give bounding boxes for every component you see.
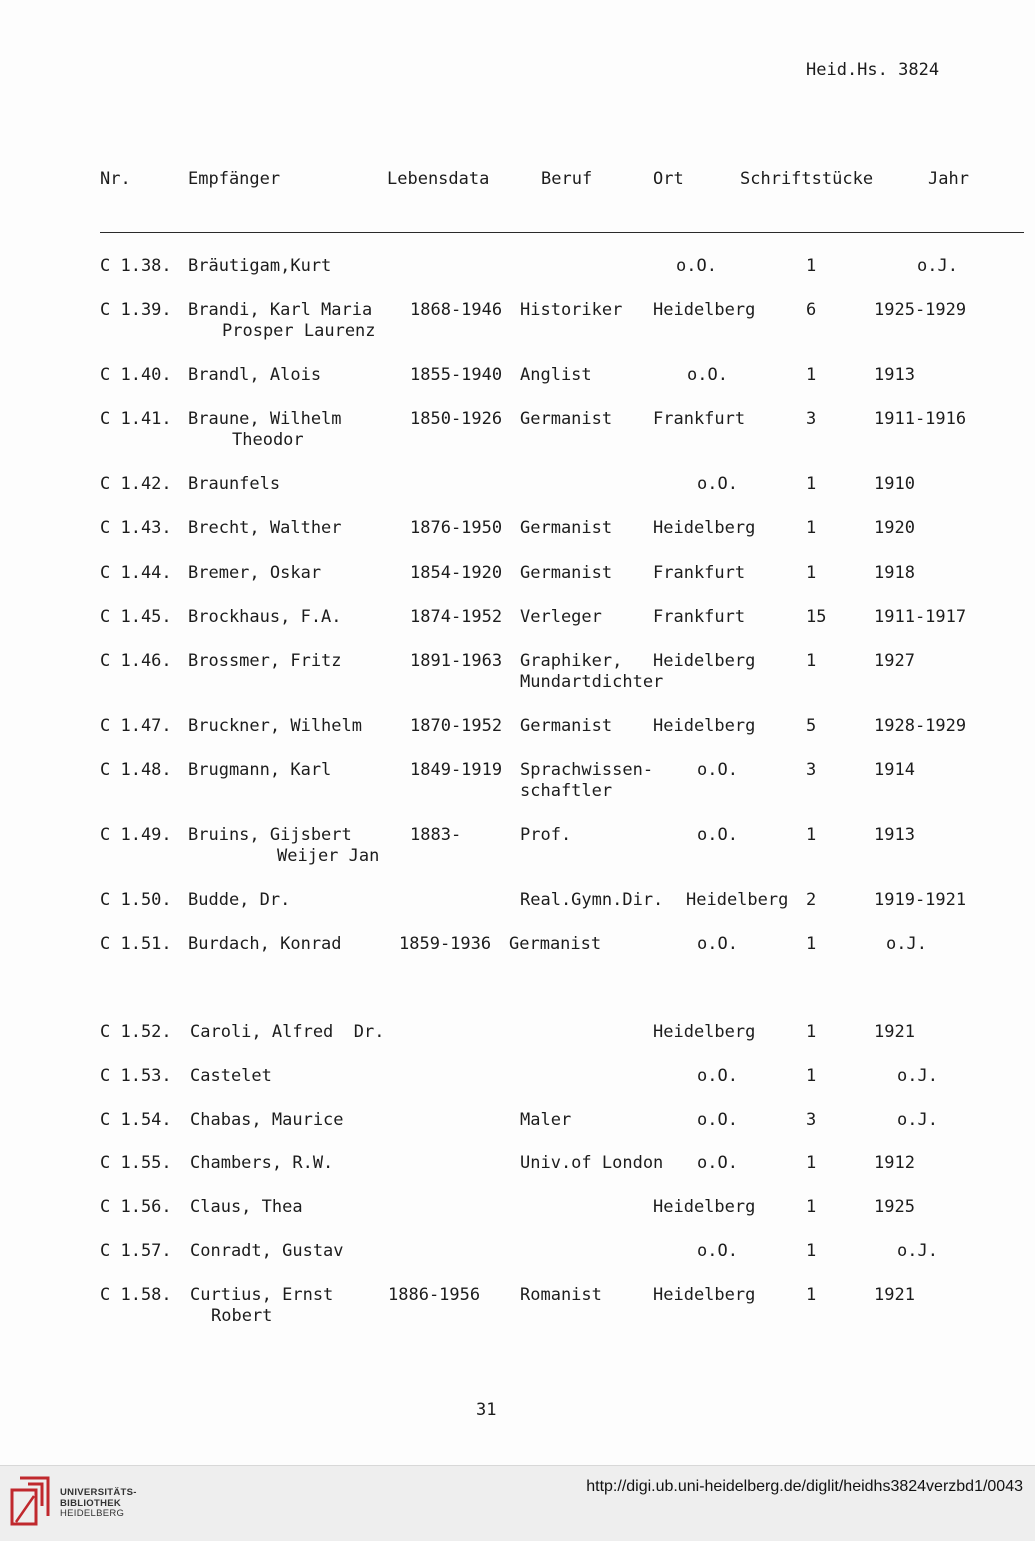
life-dates: 1849-1919 (410, 760, 503, 780)
header-nr: Nr. (100, 169, 131, 189)
list-item (0, 299, 1035, 343)
entry-number: C 1.45. (100, 607, 172, 627)
year: 1920 (874, 518, 915, 538)
place: Frankfurt (653, 563, 746, 583)
document-count: 1 (806, 474, 817, 494)
place: o.O. (676, 256, 717, 276)
year: 1921 (874, 1022, 915, 1042)
year: o.J. (917, 256, 958, 276)
recipient-name: Brecht, Walther (188, 518, 342, 538)
year: 1921 (874, 1285, 915, 1305)
list-item (0, 933, 1035, 977)
entry-number: C 1.38. (100, 256, 172, 276)
recipient-name: Budde, Dr. (188, 890, 291, 910)
ub-heidelberg-logo-icon (10, 1476, 52, 1528)
list-item (0, 517, 1035, 561)
place: Heidelberg (653, 716, 756, 736)
document-count: 15 (806, 607, 827, 627)
header-jahr: Jahr (928, 169, 969, 189)
recipient-name-continued: Weijer Jan (277, 846, 380, 866)
list-item (0, 759, 1035, 803)
recipient-name-continued: Robert (211, 1306, 273, 1326)
profession: Anglist (520, 365, 592, 385)
place: Heidelberg (653, 1022, 756, 1042)
profession-continued: schaftler (520, 781, 613, 801)
recipient-name: Caroli, Alfred Dr. (190, 1022, 385, 1042)
list-item (0, 408, 1035, 452)
entry-number: C 1.47. (100, 716, 172, 736)
year: 1910 (874, 474, 915, 494)
entry-number: C 1.40. (100, 365, 172, 385)
library-line-1: UNIVERSITÄTS- (60, 1487, 137, 1498)
profession: Graphiker, (520, 651, 623, 671)
recipient-name-continued: Prosper Laurenz (222, 321, 376, 341)
life-dates: 1859-1936 (399, 934, 492, 954)
place: o.O. (687, 365, 728, 385)
document-count: 1 (806, 365, 817, 385)
place: Frankfurt (653, 607, 746, 627)
entry-number: C 1.46. (100, 651, 172, 671)
list-item (0, 364, 1035, 408)
document-count: 1 (806, 1066, 817, 1086)
header-empfaenger: Empfänger (188, 169, 281, 189)
year: o.J. (897, 1066, 938, 1086)
document-count: 1 (806, 651, 817, 671)
entry-number: C 1.51. (100, 934, 172, 954)
recipient-name: Braune, Wilhelm (188, 409, 342, 429)
profession: Germanist (520, 518, 613, 538)
year: 1912 (874, 1153, 915, 1173)
library-name (60, 1488, 137, 1520)
year: 1928-1929 (874, 716, 967, 736)
profession: Verleger (520, 607, 602, 627)
recipient-name: Brandl, Alois (188, 365, 322, 385)
place: Heidelberg (653, 300, 756, 320)
document-count: 1 (806, 934, 817, 954)
profession: Univ.of London (520, 1153, 664, 1173)
recipient-name: Brossmer, Fritz (188, 651, 342, 671)
profession: Maler (520, 1110, 572, 1130)
library-line-3: HEIDELBERG (60, 1508, 125, 1519)
document-count: 1 (806, 518, 817, 538)
entry-number: C 1.53. (100, 1066, 172, 1086)
recipient-name: Chambers, R.W. (190, 1153, 334, 1173)
entry-number: C 1.44. (100, 563, 172, 583)
year: 1927 (874, 651, 915, 671)
recipient-name: Burdach, Konrad (188, 934, 342, 954)
header-schriftstuecke: Schriftstücke (740, 169, 874, 189)
document-count: 3 (806, 760, 817, 780)
recipient-name: Claus, Thea (190, 1197, 303, 1217)
list-item (0, 1152, 1035, 1196)
list-item (0, 606, 1035, 650)
place: o.O. (697, 1241, 738, 1261)
list-item (0, 473, 1035, 517)
recipient-name: Brandi, Karl Maria (188, 300, 373, 320)
profession: Romanist (520, 1285, 602, 1305)
document-count: 1 (806, 825, 817, 845)
entry-number: C 1.42. (100, 474, 172, 494)
list-item (0, 1021, 1035, 1065)
profession: Prof. (520, 825, 572, 845)
recipient-name: Braunfels (188, 474, 281, 494)
entry-number: C 1.43. (100, 518, 172, 538)
place: o.O. (697, 1110, 738, 1130)
list-item (0, 1109, 1035, 1153)
source-url[interactable]: http://digi.ub.uni-heidelberg.de/diglit/heidhs3824verzbd1/0043 (586, 1478, 1023, 1495)
place: Frankfurt (653, 409, 746, 429)
list-item (0, 824, 1035, 868)
life-dates: 1886-1956 (388, 1285, 481, 1305)
document-count: 6 (806, 300, 817, 320)
document-count: 1 (806, 256, 817, 276)
entry-number: C 1.52. (100, 1022, 172, 1042)
document-count: 1 (806, 563, 817, 583)
year: 1913 (874, 825, 915, 845)
recipient-name: Brockhaus, F.A. (188, 607, 342, 627)
place: o.O. (697, 1153, 738, 1173)
year: 1918 (874, 563, 915, 583)
entry-number: C 1.56. (100, 1197, 172, 1217)
recipient-name: Bruins, Gijsbert (188, 825, 352, 845)
document-count: 1 (806, 1285, 817, 1305)
year: 1919-1921 (874, 890, 967, 910)
entry-number: C 1.58. (100, 1285, 172, 1305)
list-item (0, 562, 1035, 606)
place: Heidelberg (653, 1285, 756, 1305)
profession: Real.Gymn.Dir. (520, 890, 664, 910)
entry-number: C 1.39. (100, 300, 172, 320)
shelfmark: Heid.Hs. 3824 (806, 60, 940, 80)
place: o.O. (697, 825, 738, 845)
document-count: 1 (806, 1022, 817, 1042)
recipient-name: Curtius, Ernst (190, 1285, 334, 1305)
life-dates: 1850-1926 (410, 409, 503, 429)
document-count: 5 (806, 716, 817, 736)
life-dates: 1870-1952 (410, 716, 503, 736)
document-count: 3 (806, 1110, 817, 1130)
document-count: 1 (806, 1241, 817, 1261)
recipient-name: Conradt, Gustav (190, 1241, 344, 1261)
place: Heidelberg (653, 1197, 756, 1217)
entry-number: C 1.54. (100, 1110, 172, 1130)
life-dates: 1854-1920 (410, 563, 503, 583)
list-item (0, 650, 1035, 694)
place: o.O. (697, 1066, 738, 1086)
place: Heidelberg (653, 651, 756, 671)
list-item (0, 1284, 1035, 1328)
year: o.J. (897, 1241, 938, 1261)
year: o.J. (886, 934, 927, 954)
header-ort: Ort (653, 169, 684, 189)
life-dates: 1855-1940 (410, 365, 503, 385)
entry-number: C 1.55. (100, 1153, 172, 1173)
header-lebensdata: Lebensdata (387, 169, 490, 189)
viewer-footer (0, 1465, 1035, 1541)
recipient-name: Castelet (190, 1066, 272, 1086)
header-rule (100, 232, 1024, 233)
profession: Historiker (520, 300, 623, 320)
recipient-name: Chabas, Maurice (190, 1110, 344, 1130)
year: 1911-1916 (874, 409, 967, 429)
place: Heidelberg (653, 518, 756, 538)
entry-number: C 1.57. (100, 1241, 172, 1261)
place: o.O. (697, 760, 738, 780)
recipient-name: Bremer, Oskar (188, 563, 322, 583)
year: 1913 (874, 365, 915, 385)
list-item (0, 1065, 1035, 1109)
entry-number: C 1.41. (100, 409, 172, 429)
document-count: 2 (806, 890, 817, 910)
place: o.O. (697, 934, 738, 954)
library-line-2: BIBLIOTHEK (60, 1497, 122, 1509)
list-item (0, 1240, 1035, 1284)
profession: Germanist (520, 409, 613, 429)
profession-continued: Mundartdichter (520, 672, 664, 692)
page-number: 31 (476, 1400, 497, 1420)
profession: Germanist (520, 716, 613, 736)
year: o.J. (897, 1110, 938, 1130)
life-dates: 1891-1963 (410, 651, 503, 671)
year: 1911-1917 (874, 607, 967, 627)
life-dates: 1868-1946 (410, 300, 503, 320)
entry-number: C 1.49. (100, 825, 172, 845)
year: 1925-1929 (874, 300, 967, 320)
list-item (0, 255, 1035, 299)
life-dates: 1874-1952 (410, 607, 503, 627)
life-dates: 1883- (410, 825, 462, 845)
life-dates: 1876-1950 (410, 518, 503, 538)
list-item (0, 1196, 1035, 1240)
year: 1925 (874, 1197, 915, 1217)
entry-number: C 1.48. (100, 760, 172, 780)
document-count: 1 (806, 1153, 817, 1173)
profession: Germanist (520, 563, 613, 583)
document-count: 1 (806, 1197, 817, 1217)
list-item (0, 715, 1035, 759)
entry-number: C 1.50. (100, 890, 172, 910)
recipient-name: Brugmann, Karl (188, 760, 332, 780)
profession: Germanist (509, 934, 602, 954)
list-item (0, 889, 1035, 933)
recipient-name: Bruckner, Wilhelm (188, 716, 362, 736)
header-beruf: Beruf (541, 169, 593, 189)
place: Heidelberg (686, 890, 789, 910)
recipient-name: Bräutigam,Kurt (188, 256, 332, 276)
profession: Sprachwissen- (520, 760, 654, 780)
recipient-name-continued: Theodor (232, 430, 304, 450)
year: 1914 (874, 760, 915, 780)
document-count: 3 (806, 409, 817, 429)
place: o.O. (697, 474, 738, 494)
